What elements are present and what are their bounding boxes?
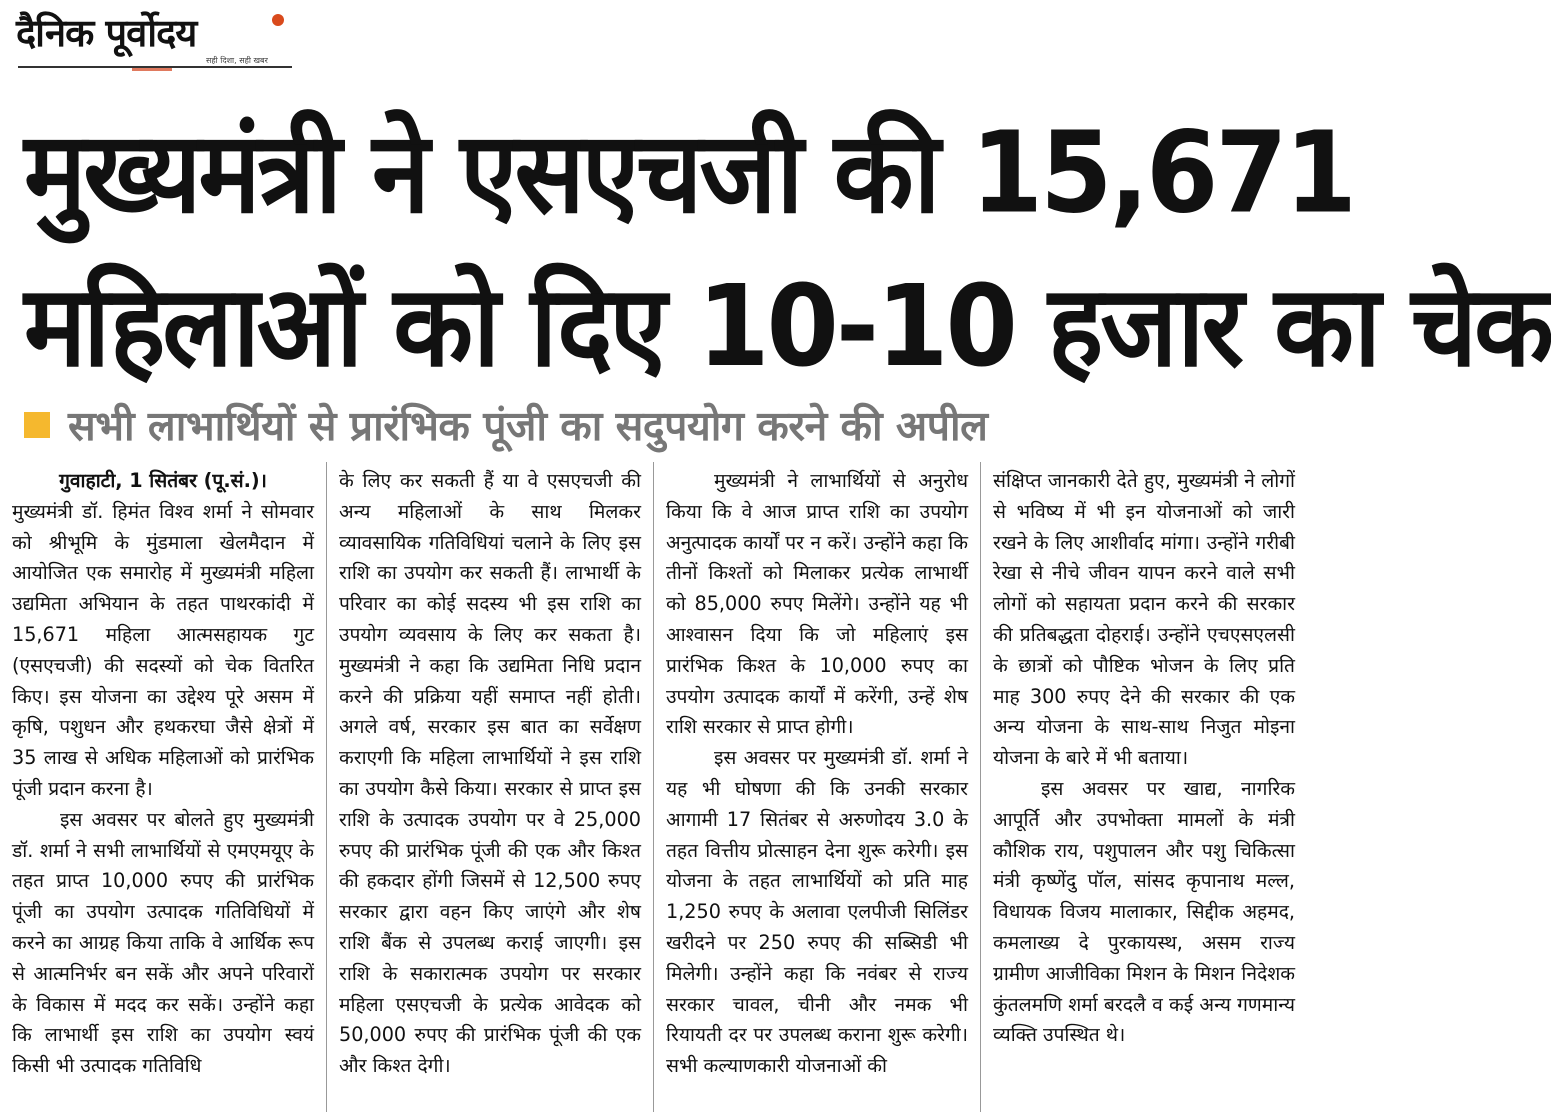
newspaper-tagline: सही दिशा, सही खबर bbox=[206, 56, 268, 65]
paragraph: संक्षिप्त जानकारी देते हुए, मुख्यमंत्री ने लोगों से भविष्य में भी इन योजनाओं को जारी रखने के लिए आशीर्वाद मांगा। उन्होंने गरीबी रेखा से नीचे जीवन यापन करने वाले सभी लोगों को सहायता प्रदान करने की सरकार की प्रतिबद्धता दोहराई। उन्होंने एचएसएलसी के छात्रों को पौष्टिक भोजन के लिए प्रति माह 300 रुपए देने की सरकार की एक अन्य योजना के साथ-साथ निजुत मोइना योजना के बारे में भी बताया। bbox=[993, 469, 1295, 770]
newspaper-name: दैनिक पूर्वोदय bbox=[16, 11, 197, 55]
paragraph: मुख्यमंत्री ने लाभार्थियों से अनुरोध किया कि वे आज प्राप्त राशि का उपयोग अनुत्पादक कार्यों पर न करें। उन्होंने कहा कि तीनों किश्तों को मिलाकर प्रत्येक लाभार्थी को 85,000 रुपए मिलेंगे। उन्होंने यह भी आश्वासन दिया कि जो महिलाएं इस प्रारंभिक किश्त के 10,000 रुपए का उपयोग उत्पादक कार्यों में करेंगी, उन्हें शेष राशि सरकार से प्राप्त होगी। bbox=[666, 469, 968, 739]
masthead-dot-icon bbox=[272, 14, 284, 26]
masthead-accent-bar bbox=[132, 68, 172, 71]
headline bbox=[24, 96, 1551, 403]
paragraph: इस अवसर पर खाद्य, नागरिक आपूर्ति और उपभोक्ता मामलों के मंत्री कौशिक राय, पशुपालन और पशु चिकित्सा मंत्री कृष्णेंदु पॉल, सांसद कृपानाथ मल्ल, विधायक विजय मालाकार, सिद्दीक अहमद, कमलाख्य दे पुरकायस्थ, असम राज्य ग्रामीण आजीविका मिशन के मिशन निदेशक कुंतलमणि शर्मा बरदलै व कई अन्य गणमान्य व्यक्ति उपस्थित थे। bbox=[993, 776, 1295, 1047]
paragraph: मुख्यमंत्री डॉ. हिमंत विश्व शर्मा ने सोमवार को श्रीभूमि के मुंडमाला खेलमैदान में आयोजित एक समारोह में मुख्यमंत्री महिला उद्यमिता अभियान के तहत पाथरकांदी में 15,671 महिला आत्मसहायक गुट (एसएचजी) की सदस्यों को चेक वितरित किए। इस योजना का उद्देश्य पूरे असम में कृषि, पशुधन और हथकरघा जैसे क्षेत्रों में 35 लाख से अधिक महिलाओं को प्रारंभिक पूंजी प्रदान करना है। bbox=[12, 499, 314, 800]
column-divider bbox=[980, 462, 981, 1112]
paragraph: इस अवसर पर बोलते हुए मुख्यमंत्री डॉ. शर्मा ने सभी लाभार्थियों से एमएमयूए के तहत प्राप्त 10,000 रुपए की प्रारंभिक पूंजी का उपयोग उत्पादक गतिविधियों में करने का आग्रह किया ताकि वे आर्थिक रूप से आत्मनिर्भर बन सकें और अपने परिवारों के विकास में मदद कर सकें। उन्होंने कहा कि लाभार्थी इस राशि का उपयोग स्वयं किसी भी उत्पादक गतिविधि bbox=[12, 807, 314, 1078]
paragraph: इस अवसर पर मुख्यमंत्री डॉ. शर्मा ने यह भी घोषणा की कि उनकी सरकार आगामी 17 सितंबर से अरुणोदय 3.0 के तहत वित्तीय प्रोत्साहन देना शुरू करेगी। इस योजना के तहत लाभार्थियों को प्रति माह 1,250 रुपए के अलावा एलपीजी सिलिंडर खरीदने पर 250 रुपए की सब्सिडी भी मिलेगी। उन्होंने कहा कि नवंबर से राज्य सरकार चावल, चीनी और नमक भी रियायती दर पर उपलब्ध कराना शुरू करेगी। सभी कल्याणकारी योजनाओं की bbox=[666, 746, 968, 1078]
article-column-3 bbox=[666, 466, 968, 1106]
article-column-1 bbox=[12, 466, 314, 1106]
article-column-2 bbox=[339, 466, 641, 1106]
masthead bbox=[8, 0, 288, 72]
paragraph: के लिए कर सकती हैं या वे एसएचजी की अन्य महिलाओं के साथ मिलकर व्यावसायिक गतिविधियां चलाने के लिए इस राशि का उपयोग कर सकती हैं। लाभार्थी के परिवार का कोई सदस्य भी इस राशि का उपयोग व्यवसाय के लिए कर सकता है। मुख्यमंत्री ने कहा कि उद्यमिता निधि प्रदान करने की प्रक्रिया यहीं समाप्त नहीं होती। अगले वर्ष, सरकार इस बात का सर्वेक्षण कराएगी कि महिला लाभार्थियों ने इस राशि का उपयोग कैसे किया। सरकार से प्राप्त इस राशि के उत्पादक उपयोग पर वे 25,000 रुपए की प्रारंभिक पूंजी की एक और किश्त की हकदार होंगी जिसमें से 12,500 रुपए सरकार द्वारा वहन किए जाएंगे और शेष राशि बैंक से उपलब्ध कराई जाएगी। इस राशि के सकारात्मक उपयोग पर सरकार महिला एसएचजी के प्रत्येक आवेदक को 50,000 रुपए की प्रारंभिक पूंजी की एक और किश्त देगी। bbox=[339, 469, 641, 1078]
article-column-4 bbox=[993, 466, 1295, 1106]
column-divider bbox=[326, 462, 327, 1112]
column-divider bbox=[653, 462, 654, 1112]
bullet-square-icon bbox=[24, 412, 50, 438]
headline-line-2: महिलाओं को दिए 10-10 हजार का चेक bbox=[24, 260, 1551, 392]
headline-line-1: मुख्यमंत्री ने एसएचजी की 15,671 bbox=[24, 106, 1355, 239]
subheadline-block bbox=[18, 398, 1298, 454]
dateline: गुवाहाटी, 1 सितंबर (पू.सं.)। bbox=[59, 469, 267, 492]
subheadline: सभी लाभार्थियों से प्रारंभिक पूंजी का सदुपयोग करने की अपील bbox=[68, 402, 988, 450]
